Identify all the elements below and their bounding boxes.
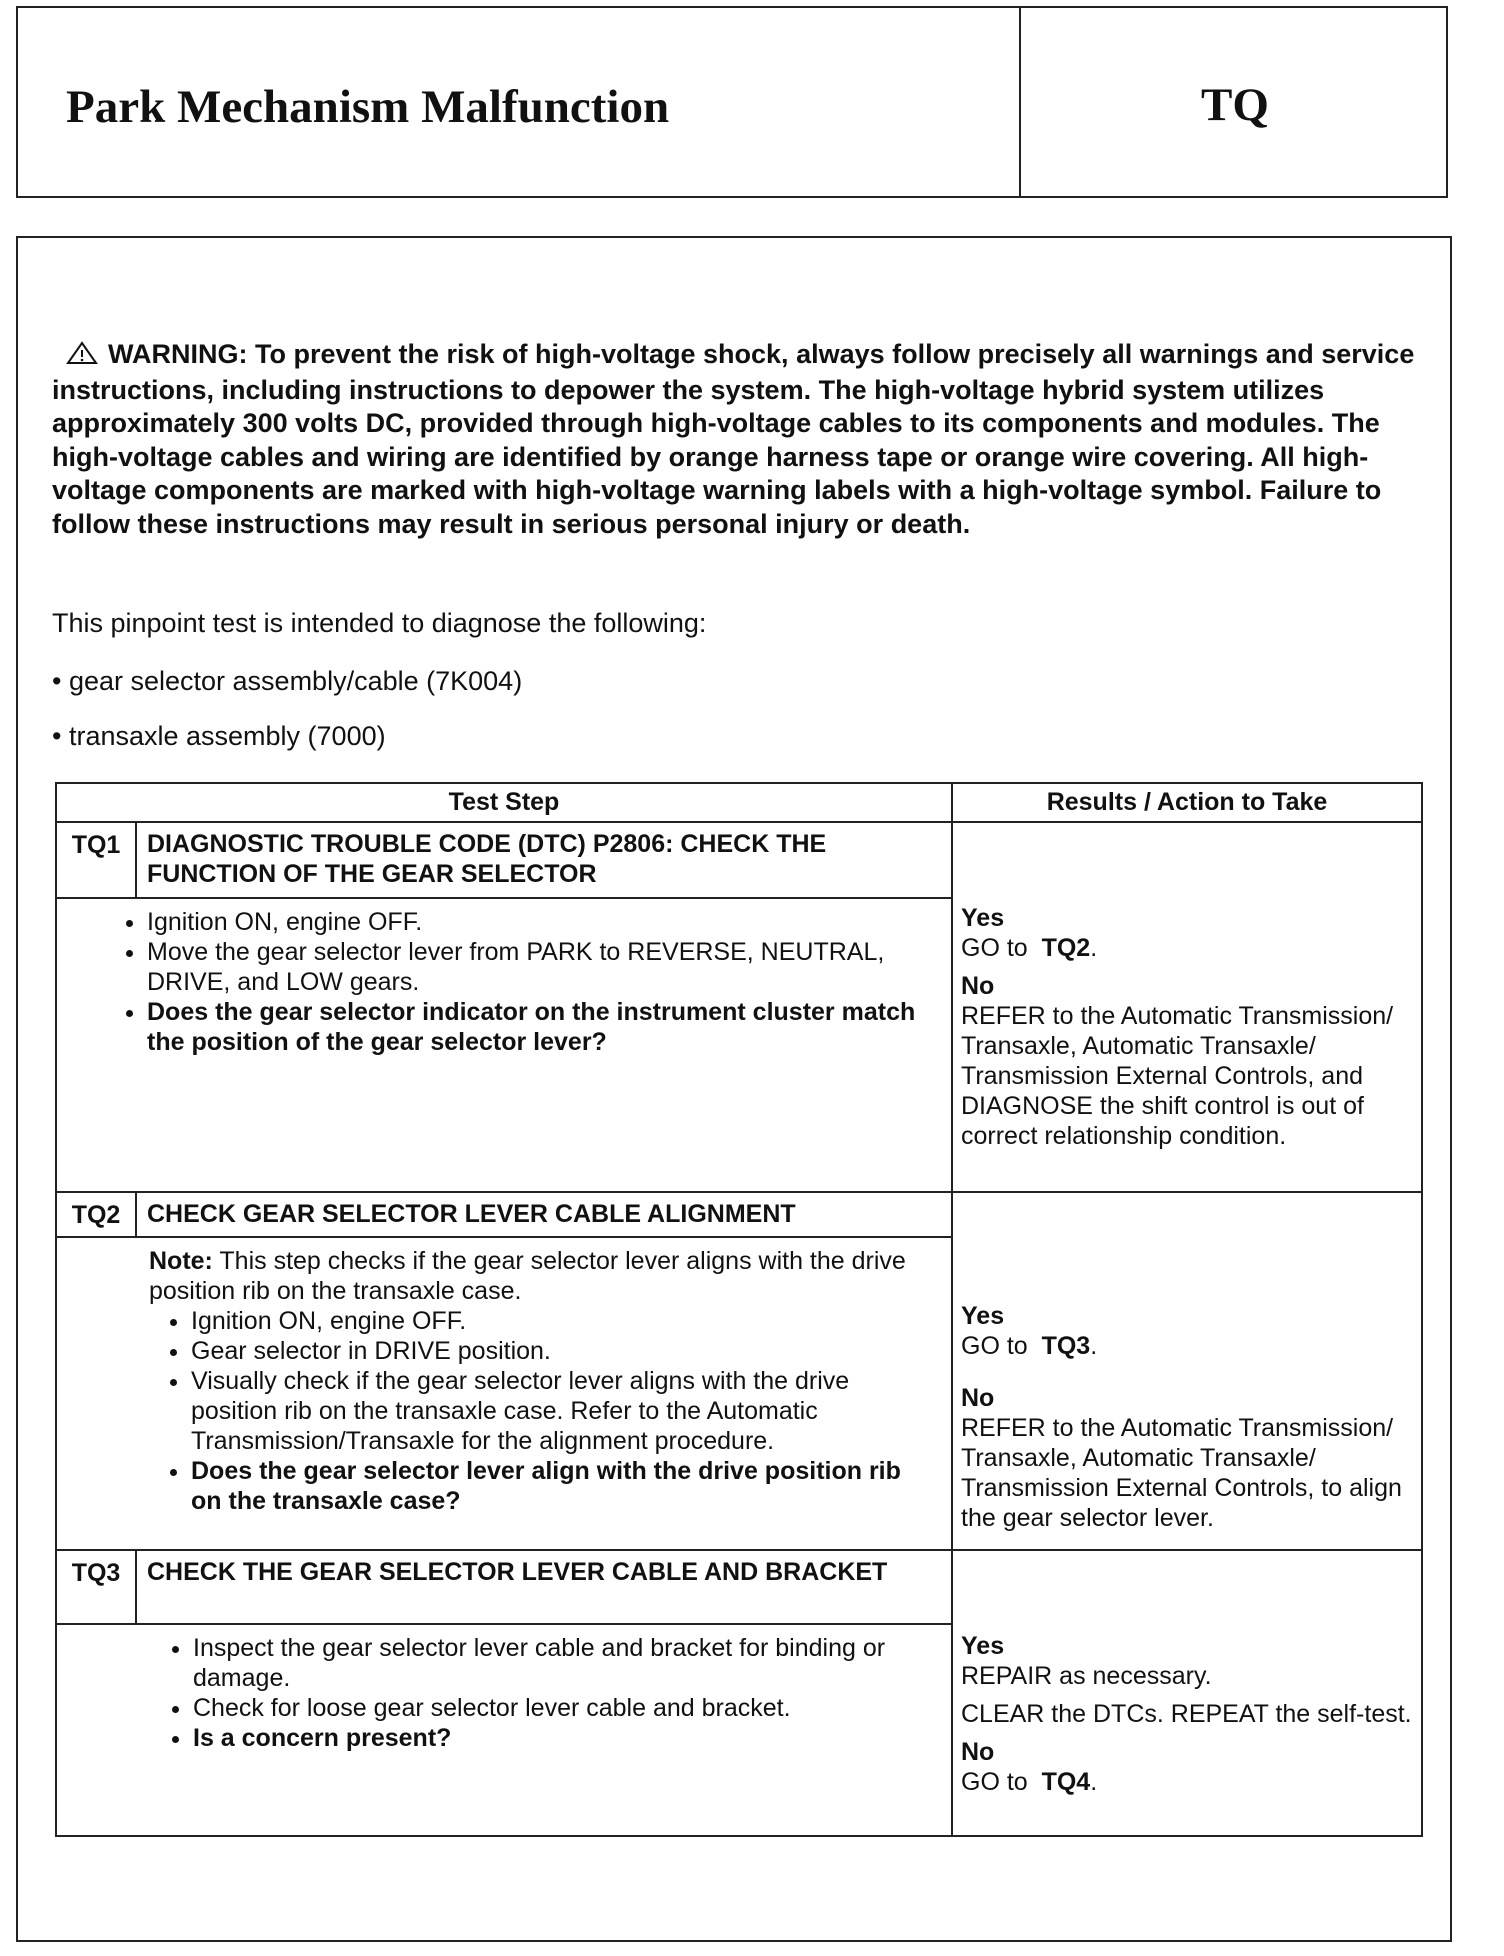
step-body	[56, 1237, 952, 1550]
step-results: Yes GO to TQ2. No REFER to the Automatic Transmission/ Transaxle, Automatic Transaxle/ Transmission External Controls, and DIAGNOSE the shift control is out of correct relationship condition.	[952, 822, 1422, 1192]
no-label: No	[961, 1384, 995, 1412]
test-step-table	[55, 782, 1423, 1837]
step-title: CHECK THE GEAR SELECTOR LEVER CABLE AND BRACKET	[136, 1550, 952, 1624]
step-body	[56, 898, 952, 1192]
step-item: • Check for loose gear selector lever cable and bracket.	[193, 1693, 931, 1723]
step-id: TQ3	[56, 1550, 136, 1624]
intro-text: This pinpoint test is intended to diagnose the following:	[52, 608, 707, 638]
no-text: REFER to the Automatic Transmission/ Transaxle, Automatic Transaxle/ Transmission External Controls, and DIAGNOSE the shift control is out of correct relationship condition.	[961, 1002, 1394, 1150]
step-item: • Visually check if the gear selector lever aligns with the drive position rib on the transaxle case. Refer to the Automatic Transmission/Transaxle for the alignment procedure.	[191, 1366, 931, 1456]
yes-label: Yes	[961, 1632, 1005, 1660]
yes-target-link[interactable]: TQ3	[1041, 1332, 1091, 1360]
step-title: CHECK GEAR SELECTOR LEVER CABLE ALIGNMENT	[136, 1192, 952, 1237]
yes-text: REPAIR as necessary.	[961, 1662, 1212, 1690]
diagnose-item: • gear selector assembly/cable (7K004)	[52, 666, 523, 696]
page-header	[16, 6, 1448, 198]
yes-label: Yes	[961, 904, 1005, 932]
step-title: DIAGNOSTIC TROUBLE CODE (DTC) P2806: CHECK THE FUNCTION OF THE GEAR SELECTOR	[136, 822, 952, 898]
no-label: No	[961, 1738, 995, 1766]
step-results: Yes GO to TQ3. No REFER to the Automatic Transmission/ Transaxle, Automatic Transaxle/ Transmission External Controls, to align the gear selector lever.	[952, 1192, 1422, 1550]
no-text: REFER to the Automatic Transmission/ Transaxle, Automatic Transaxle/ Transmission External Controls, to align the gear selector lever.	[961, 1414, 1402, 1532]
warning-triangle-icon	[66, 340, 100, 374]
yes-target-link[interactable]: TQ2	[1041, 934, 1091, 962]
step-item: • Ignition ON, engine OFF.	[147, 907, 931, 937]
step-item: • Move the gear selector lever from PARK to REVERSE, NEUTRAL, DRIVE, and LOW gears.	[147, 937, 931, 997]
no-label: No	[961, 972, 995, 1000]
step-item: • Ignition ON, engine OFF.	[191, 1306, 931, 1336]
yes-text: GO to	[961, 934, 1028, 962]
step-id: TQ2	[56, 1192, 136, 1237]
yes-text: GO to	[961, 1332, 1028, 1360]
step-id: TQ1	[56, 822, 136, 898]
step-item: • Gear selector in DRIVE position.	[191, 1336, 931, 1366]
warning-block	[52, 338, 1432, 541]
no-text: GO to	[961, 1768, 1028, 1796]
section-code: TQ	[1201, 79, 1269, 131]
header-test-step: Test Step	[56, 783, 952, 822]
yes-label: Yes	[961, 1302, 1005, 1330]
page-title: Park Mechanism Malfunction	[66, 81, 670, 133]
note-text: This step checks if the gear selector lever aligns with the drive position rib on the transaxle case.	[149, 1247, 906, 1305]
step-body	[56, 1624, 952, 1836]
step-item: • Inspect the gear selector lever cable and bracket for binding or damage.	[193, 1633, 931, 1693]
diagnose-item: • transaxle assembly (7000)	[52, 721, 386, 751]
no-target-link[interactable]: TQ4	[1041, 1768, 1091, 1796]
warning-text: WARNING: To prevent the risk of high-voltage shock, always follow precisely all warnings and service instructions, including instructions to depower the system. The high-voltage hybrid system utilizes approximately 300 volts DC, provided through high-voltage cables to its components and modules. The high-voltage cables and wiring are identified by orange harness tape or orange wire covering. All high-voltage components are marked with high-voltage warning labels with a high-voltage symbol. Failure to follow these instructions may result in serious personal injury or death.	[52, 339, 1415, 539]
step-question: • Does the gear selector lever align with the drive position rib on the transaxle case?	[191, 1456, 931, 1516]
yes-text-2: CLEAR the DTCs. REPEAT the self-test.	[961, 1700, 1412, 1728]
header-divider	[1019, 8, 1021, 196]
header-results: Results / Action to Take	[952, 783, 1422, 822]
step-question: • Is a concern present?	[193, 1723, 931, 1753]
note-label: Note:	[149, 1247, 213, 1275]
step-question: • Does the gear selector indicator on the instrument cluster match the position of the gear selector lever?	[147, 997, 931, 1057]
content-box	[16, 236, 1452, 1942]
step-results: Yes REPAIR as necessary. CLEAR the DTCs. REPEAT the self-test. No GO to TQ4.	[952, 1550, 1422, 1836]
